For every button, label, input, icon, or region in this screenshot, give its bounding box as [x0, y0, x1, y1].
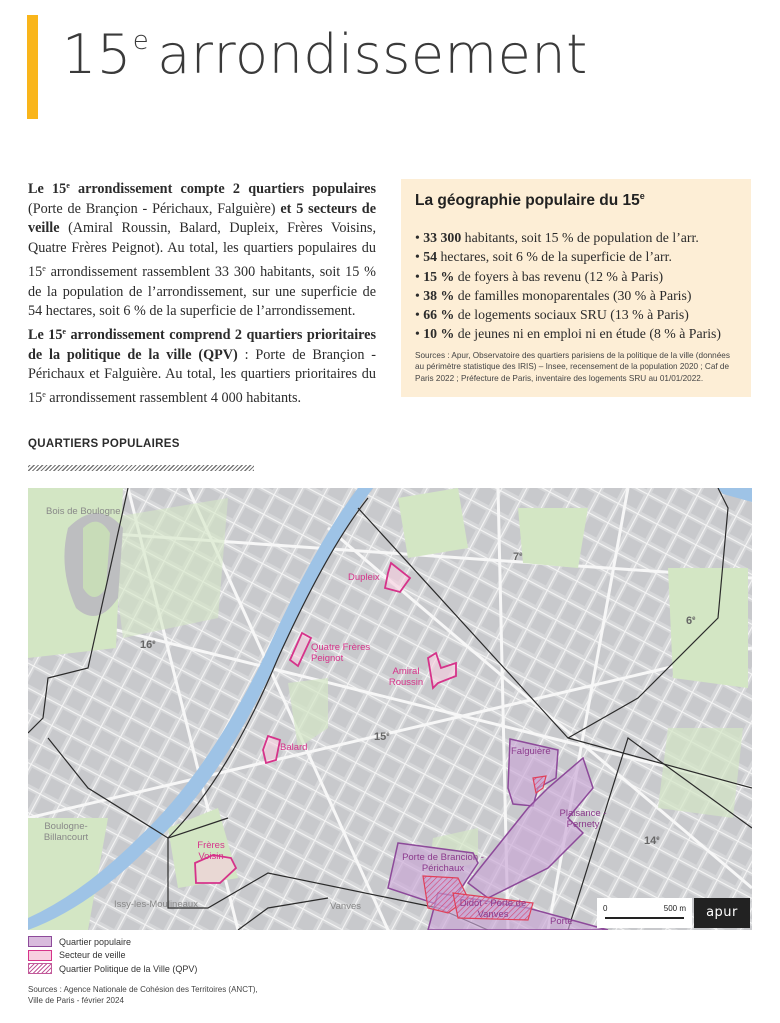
- key-figures-box: [401, 179, 751, 397]
- map-canvas: [28, 488, 752, 930]
- key-figures-title: La géographie populaire du 15e: [415, 191, 645, 209]
- arrondissement-label: 7e: [513, 551, 523, 563]
- legend-swatch-qpv: [28, 963, 52, 974]
- zone-label-quatre-freres-peignot: Quatre Frères Peignot: [311, 642, 371, 664]
- intro-text: [28, 176, 376, 409]
- key-figure-item: • 66 % de logements sociaux SRU (13 % à Paris): [415, 305, 739, 324]
- legend-label: Quartier populaire: [59, 936, 132, 947]
- zone-label-dupleix: Dupleix: [348, 572, 380, 583]
- map-sources-line: Sources : Agence Nationale de Cohésion des Territoires (ANCT),: [28, 984, 258, 994]
- key-figure-item: • 15 % de foyers à bas revenu (12 % à Paris): [415, 267, 739, 286]
- arrondissement-label: 6e: [686, 615, 696, 627]
- zone-label-amiral-roussin: Amiral Roussin: [388, 666, 424, 688]
- map[interactable]: [28, 488, 752, 930]
- hatched-divider: [28, 465, 254, 471]
- key-figure-item: • 10 % de jeunes ni en emploi ni en étude (8 % à Paris): [415, 324, 739, 343]
- scale-start: 0: [603, 904, 608, 913]
- intro-paragraph-1: Le 15e arrondissement compte 2 quartiers populaires (Porte de Brançion - Périchaux, Falguière) et 5 secteurs de veille (Amiral Roussin, Balard, Dupleix, Frères Voisins, Quatre Frères Peignot). Au total, les quartiers populaires du 15e arrondissement rassemblent 33 300 habitants, soit 15 % de la population de l’arrondissement, sur une superficie de 54 hectares, soit 6 % de la superficie de l’arrondissement.: [28, 181, 376, 320]
- arrondissement-label: 14e: [644, 835, 660, 847]
- legend-swatch-populaire: [28, 936, 52, 947]
- scale-bar: [597, 898, 692, 928]
- zone-label-didot-porte-de-vanves: Didot - Porte de Vanves: [459, 898, 527, 920]
- legend-swatch-veille: [28, 950, 52, 961]
- page-title: 15e arrondissement: [62, 23, 588, 86]
- place-label: Bois de Boulogne: [46, 506, 121, 517]
- map-sources-line: Ville de Paris - février 2024: [28, 995, 124, 1005]
- zone-label-porte-de-brancion: Porte de Brancion - Périchaux: [402, 852, 484, 874]
- legend-item-quartier-populaire: [28, 935, 258, 949]
- scale-end: 500 m: [663, 904, 686, 913]
- place-label: Issy-les-Moulineaux: [114, 899, 198, 910]
- key-figure-item: • 54 hectares, soit 6 % de la superficie de l’arr.: [415, 247, 739, 266]
- zone-label-plaisance-pernety: Plaisance - Pernety: [559, 808, 607, 830]
- zone-label-balard: Balard: [280, 742, 308, 753]
- apur-logo: apur: [694, 898, 750, 928]
- scale-line: [605, 917, 684, 919]
- map-sources: [28, 984, 258, 1006]
- arrondissement-label: 16e: [140, 639, 156, 651]
- place-label: Vanves: [330, 901, 361, 912]
- intro-paragraph-2: Le 15e arrondissement comprend 2 quartiers prioritaires de la politique de la ville (QPV) : Porte de Brançion - Périchaux et Falguière. Au total, les quartiers prioritaires du 15e arrondissement rassemblent 4 000 habitants.: [28, 326, 377, 407]
- key-figure-item: • 38 % de familles monoparentales (30 % à Paris): [415, 286, 739, 305]
- key-figures-list: [415, 228, 739, 344]
- arrondissement-label: 15e: [374, 731, 390, 743]
- section-title: QUARTIERS POPULAIRES: [28, 438, 180, 450]
- legend-item-qpv: [28, 962, 258, 976]
- legend-label: Quartier Politique de la Ville (QPV): [59, 963, 198, 974]
- zone-label-freres-voisin: Frères Voisin: [197, 840, 225, 862]
- key-figures-sources: Sources : Apur, Observatoire des quartiers parisiens de la politique de la ville (données au périmètre statistique des IRIS) – Insee, recensement de la population 2020 ; Caf de Paris 2022 ; Préfecture de Paris, inventaire des logements SRU au 01/01/2022.: [415, 350, 730, 383]
- legend-item-secteur-veille: [28, 949, 258, 963]
- zone-label-falguiere: Falguière: [511, 746, 551, 757]
- legend-label: Secteur de veille: [59, 950, 126, 961]
- place-label: Boulogne-Billancourt: [43, 821, 89, 843]
- accent-bar: [27, 15, 38, 119]
- map-legend: [28, 935, 258, 1006]
- zone-label-porte: Porte: [550, 916, 573, 927]
- key-figure-item: • 33 300 habitants, soit 15 % de population de l’arr.: [415, 228, 739, 247]
